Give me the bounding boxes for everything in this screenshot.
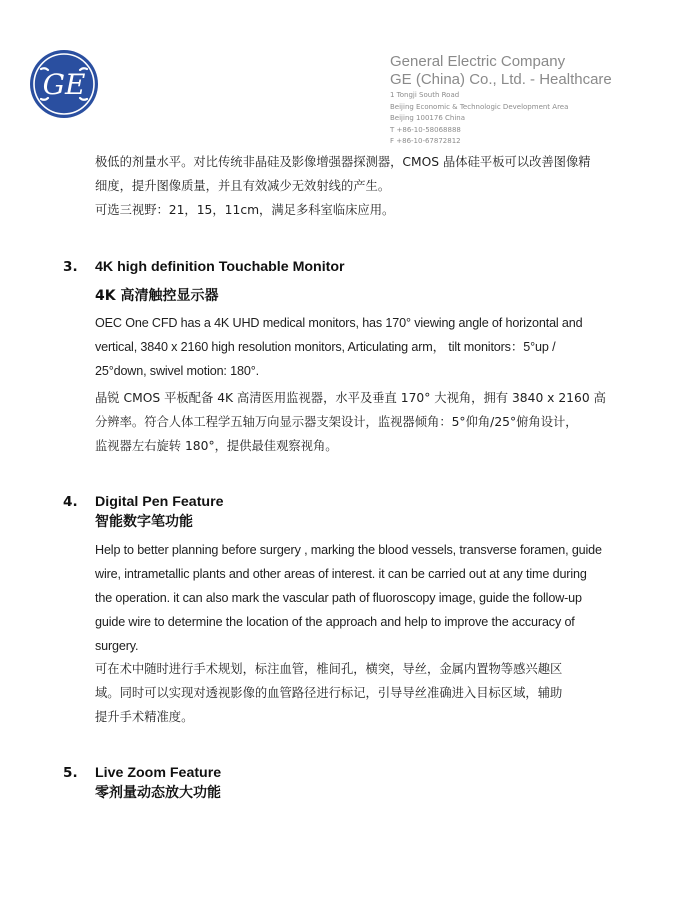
paragraph-line: 可在术中随时进行手术规划，标注血管，椎间孔，横突，导丝，金属内置物等感兴趣区 xyxy=(95,662,563,676)
svg-text:GE: GE xyxy=(42,68,86,101)
ge-logo xyxy=(29,49,99,119)
paragraph-line: 分辨率。符合人体工程学五轴万向显示器支架设计，监视器倾角：5°仰角/25°俯角设计， xyxy=(95,415,578,429)
paragraph-line: vertical, 3840 x 2160 high resolution monitors, Articulating arm， tilt monitors：5°up / xyxy=(95,340,556,354)
section-4-body-zh xyxy=(95,657,640,729)
phone-line: T +86-10-58068888 xyxy=(390,125,461,134)
paragraph-line: OEC One CFD has a 4K UHD medical monitors, has 170° viewing angle of horizontal and xyxy=(95,316,583,330)
section-title-zh: 4K 高清触控显示器 xyxy=(95,288,219,304)
section-3-body-zh xyxy=(95,386,640,458)
paragraph-line: 域。同时可以实现对透视影像的血管路径进行标记，引导导丝准确进入目标区域，辅助 xyxy=(95,686,563,700)
intro-paragraph xyxy=(95,150,640,222)
paragraph-line: 提升手术精准度。 xyxy=(95,710,194,724)
address-line: Beijing Economic & Technologic Development Area xyxy=(390,102,569,111)
section-number: 3. xyxy=(63,259,78,275)
paragraph-line: 晶锐 CMOS 平板配备 4K 高清医用监视器，水平及垂直 170° 大视角，拥有 3840 x 2160 高 xyxy=(95,391,606,405)
paragraph-line: Help to better planning before surgery , marking the blood vessels, transverse foramen, guide xyxy=(95,543,602,557)
company-address xyxy=(390,90,612,148)
paragraph-line: guide wire to determine the location of the approach and help to improve the accuracy of xyxy=(95,615,575,629)
section-3-body-en xyxy=(95,311,640,383)
section-number: 5. xyxy=(63,765,78,781)
fax-line: F +86-10-67872812 xyxy=(390,137,461,145)
paragraph-line: 25°down, swivel motion: 180°. xyxy=(95,364,259,378)
company-name: General Electric Company xyxy=(390,53,566,70)
paragraph-line: wire, intrametallic plants and other areas of interest. it can be carried out at any time during xyxy=(95,567,587,581)
section-title-zh: 零剂量动态放大功能 xyxy=(95,785,221,801)
section-title-en: 4K high definition Touchable Monitor xyxy=(95,259,345,275)
section-title-zh: 智能数字笔功能 xyxy=(95,514,193,530)
section-4-body-en xyxy=(95,538,640,658)
paragraph-line: 监视器左右旋转 180°，提供最佳观察视角。 xyxy=(95,439,338,453)
address-line: Beijing 100176 China xyxy=(390,114,465,122)
section-number: 4. xyxy=(63,494,78,510)
company-subname: GE (China) Co., Ltd. - Healthcare xyxy=(390,71,612,88)
ge-monogram-icon xyxy=(29,49,99,119)
paragraph-line: 细度，提升图像质量，并且有效减少无效射线的产生。 xyxy=(95,179,391,193)
section-title-en: Live Zoom Feature xyxy=(95,765,222,781)
paragraph-line: 极低的剂量水平。对比传统非晶硅及影像增强器探测器，CMOS 晶体硅平板可以改善图像精 xyxy=(95,155,591,169)
company-info xyxy=(390,53,612,148)
paragraph-line: surgery. xyxy=(95,639,139,653)
section-title-en: Digital Pen Feature xyxy=(95,494,224,510)
paragraph-line: the operation. it can also mark the vascular path of fluoroscopy image, guide the follow-up xyxy=(95,591,582,605)
address-line: 1 Tongji South Road xyxy=(390,91,460,99)
paragraph-line: 可选三视野：21，15，11cm，满足多科室临床应用。 xyxy=(95,203,395,217)
